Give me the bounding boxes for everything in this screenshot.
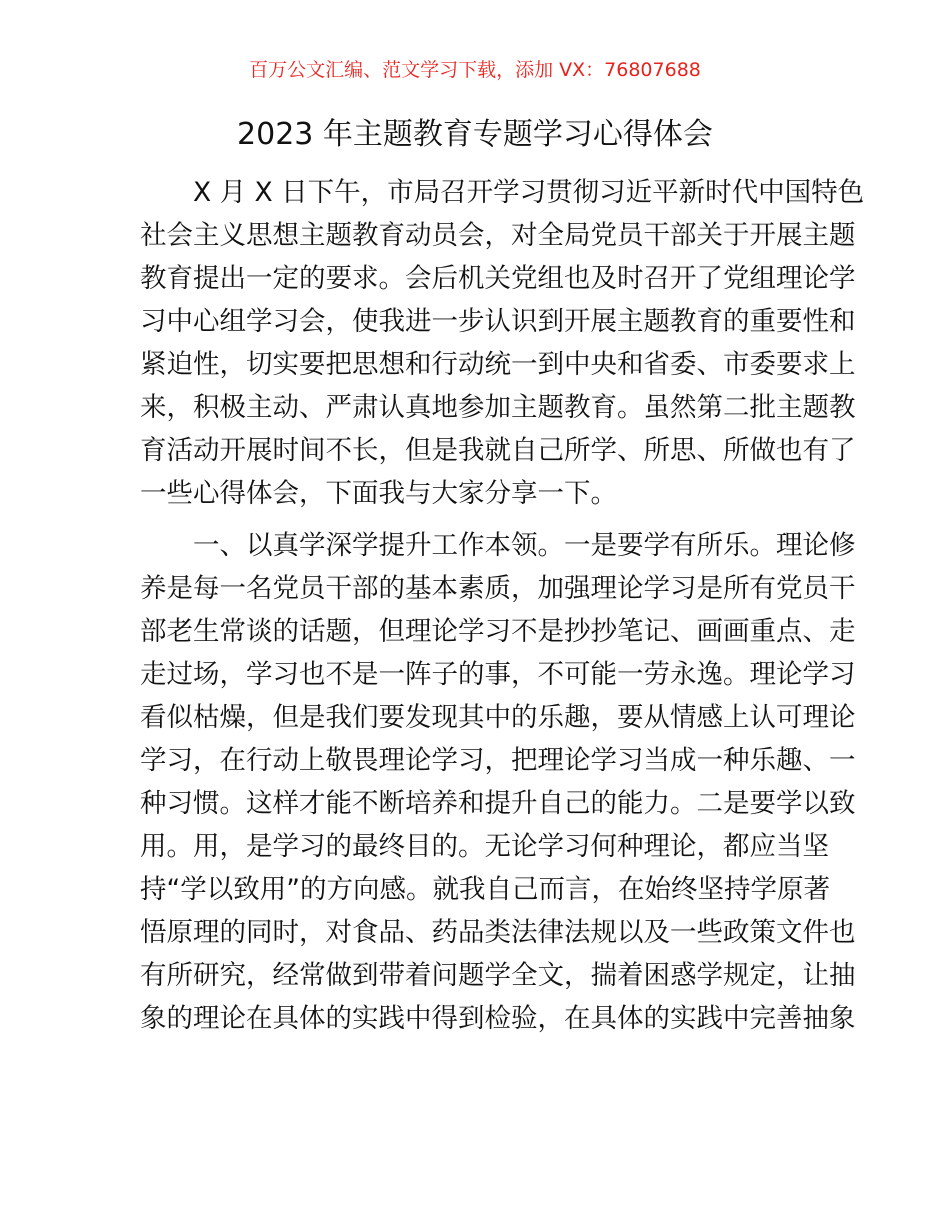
download-banner: 百万公文汇编、范文学习下载，添加 VX：76807688	[249, 59, 701, 81]
text-line: 看似枯燥，但是我们要发现其中的乐趣，要从情感上认可理论	[140, 702, 856, 733]
text-line: 社会主义思想主题教育动员会，对全局党员干部关于开展主题	[140, 220, 856, 251]
text-line: 种习惯。这样才能不断培养和提升自己的能力。二是要学以致	[140, 788, 856, 819]
text-line: 来，积极主动、严肃认真地参加主题教育。虽然第二批主题教	[140, 392, 856, 423]
text-line: 育活动开展时间不长，但是我就自己所学、所思、所做也有了	[140, 435, 856, 466]
paragraph-2	[140, 524, 856, 1040]
text-line: 习中心组学习会，使我进一步认识到开展主题教育的重要性和	[140, 306, 856, 337]
text-line: 一些心得体会，下面我与大家分享一下。	[140, 478, 617, 509]
text-line: 紧迫性，切实要把思想和行动统一到中央和省委、市委要求上	[140, 349, 856, 380]
document-title: 2023 年主题教育专题学习心得体会	[237, 117, 713, 152]
text-line: X 月 X 日下午，市局召开学习贯彻习近平新时代中国特色	[193, 177, 865, 208]
text-line: 走过场，学习也不是一阵子的事，不可能一劳永逸。理论学习	[140, 659, 856, 690]
text-line: 养是每一名党员干部的基本素质，加强理论学习是所有党员干	[140, 573, 856, 604]
paragraph-1	[140, 171, 865, 515]
text-line: 象的理论在具体的实践中得到检验，在具体的实践中完善抽象	[140, 1003, 856, 1034]
text-line: 一、以真学深学提升工作本领。一是要学有所乐。理论修	[193, 530, 856, 561]
text-line: 持“学以致用”的方向感。就我自己而言，在始终坚持学原著	[140, 874, 830, 905]
text-line: 悟原理的同时，对食品、药品类法律法规以及一些政策文件也	[140, 917, 856, 948]
text-line: 教育提出一定的要求。会后机关党组也及时召开了党组理论学	[140, 263, 856, 294]
text-line: 用。用，是学习的最终目的。无论学习何种理论，都应当坚	[140, 831, 829, 862]
text-line: 学习，在行动上敬畏理论学习，把理论学习当成一种乐趣、一	[140, 745, 856, 776]
text-line: 部老生常谈的话题，但理论学习不是抄抄笔记、画画重点、走	[140, 616, 856, 647]
text-line: 有所研究，经常做到带着问题学全文，揣着困惑学规定，让抽	[140, 960, 856, 991]
